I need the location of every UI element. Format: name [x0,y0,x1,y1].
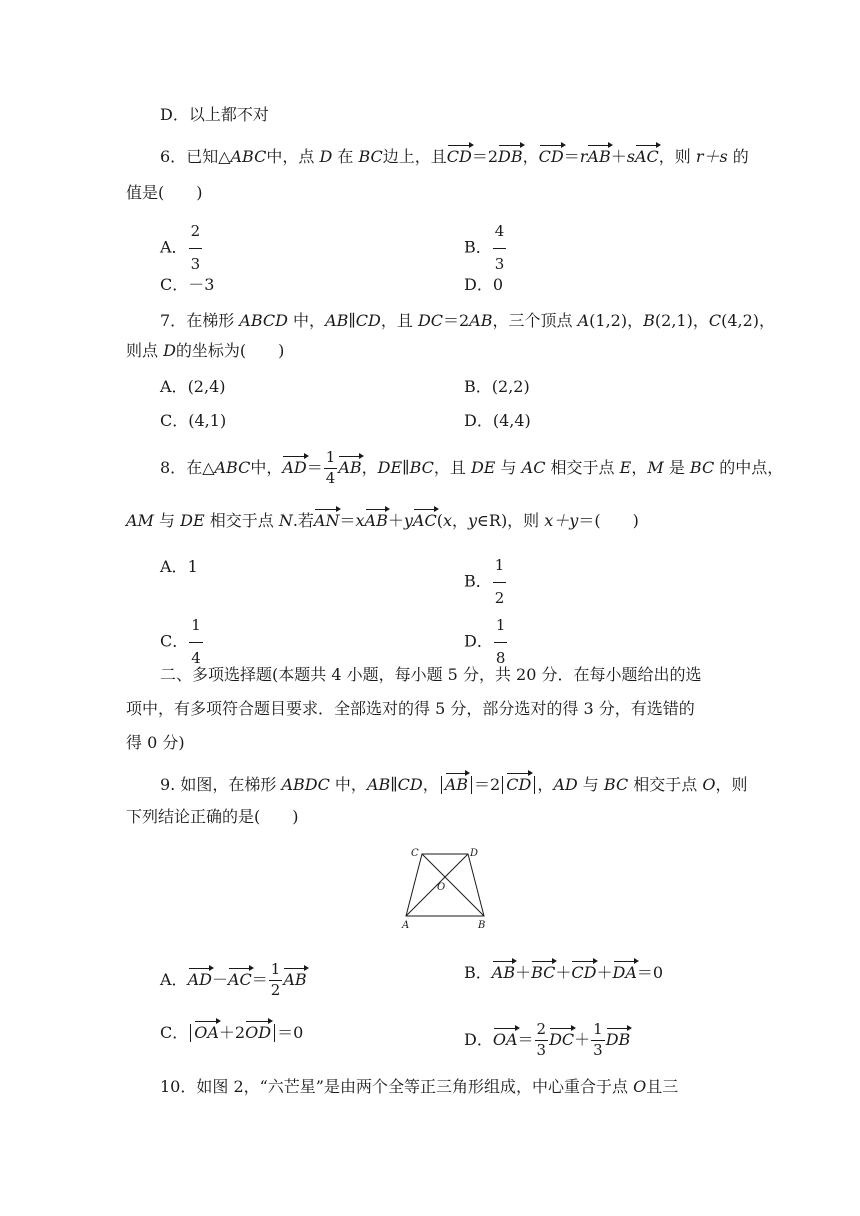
q9-option-a: A．AD－AC＝ $\frac{1}{2}$ AB [160,960,307,999]
q7-option-b: B．(2,2) [464,377,530,396]
q6-stem-line2: 值是( ) [126,183,203,202]
q9-trapezoid-figure [398,842,492,932]
label-o: O [437,882,446,893]
q8-option-a: A．1 [160,557,198,576]
fraction: $\frac{1}{4}$ [325,448,336,487]
q10-stem: 10．如图 2，“六芒星”是由两个全等正三角形组成，中心重合于点 O且三 [160,1077,679,1096]
q9-option-d: D．OA＝ $\frac{2}{3}$ DC＋ $\frac{1}{3}$ DB [464,1020,631,1059]
q8-stem: 8．在△ABC中，AD＝ $\frac{1}{4}$ AB，DE∥BC，且 DE 与 AC 相交于点 E，M 是 BC 的中点， [160,448,784,487]
q8-stem-line2: AM 与 DE 相交于点 N.若AN＝xAB＋yAC(x，y∈R)，则 x＋y＝( ) [126,511,639,530]
fraction: $\frac{2}{3}$ [190,222,201,273]
label-d: D [470,848,479,859]
label-c: C [411,848,419,859]
q6-option-d: D．0 [464,275,504,294]
q7-option-a: A．(2,4) [160,377,226,396]
fraction: $\frac{1}{3}$ [593,1020,603,1059]
q9-option-c: C． OA＋2OD ＝0 [160,1023,304,1042]
label-b: B [478,920,486,931]
q9-stem: 9. 如图，在梯形 ABDC 中，AB∥CD， AB ＝2 CD ，AD 与 BC 相交于点 O，则 [160,775,748,794]
q8-option-d: D． $\frac{1}{8}$ [464,616,506,667]
fraction: $\frac{1}{8}$ [495,616,506,667]
q6-option-c: C．－3 [160,275,215,294]
section2-heading-line3: 得 0 分) [126,733,185,752]
section2-heading-line2: 项中，有多项符合题目要求．全部选对的得 5 分，部分选对的得 3 分，有选错的 [126,699,695,718]
q7-option-d: D．(4,4) [464,411,531,430]
label-a: A [402,920,410,931]
diagonal-bc [422,854,484,916]
fraction: $\frac{1}{2}$ [494,556,505,607]
q7-stem: 7．在梯形 ABCD 中，AB∥CD，且 DC＝2AB，三个顶点 A(1,2)，B(2,1)，C(4,2)， [160,311,776,330]
q7-stem-line2: 则点 D的坐标为( ) [126,341,285,360]
fraction: $\frac{1}{4}$ [191,616,201,667]
q9-option-b: B．AB＋BC＋CD＋DA＝0 [464,963,664,982]
fraction: $\frac{2}{3}$ [536,1020,547,1059]
q9-stem-line2: 下列结论正确的是( ) [126,807,299,826]
q8-option-b: B． $\frac{1}{2}$ [464,556,505,607]
q6-option-a: A． $\frac{2}{3}$ [160,222,201,273]
q6-option-b: B． $\frac{4}{3}$ [464,222,505,273]
q6-stem: 6．已知△ABC中，点 D 在 BC边上，且CD＝2DB，CD＝rAB＋sAC，则 r＋s 的 [160,147,749,166]
section2-heading-line1: 二、多项选择题(本题共 4 小题，每小题 5 分，共 20 分．在每小题给出的选 [160,665,702,684]
fraction: $\frac{1}{2}$ [270,960,281,999]
q8-option-c: C． $\frac{1}{4}$ [160,616,201,667]
q7-option-c: C．(4,1) [160,411,227,430]
fraction: $\frac{4}{3}$ [494,222,505,273]
q5-option-d: D．以上都不对 [160,105,269,124]
